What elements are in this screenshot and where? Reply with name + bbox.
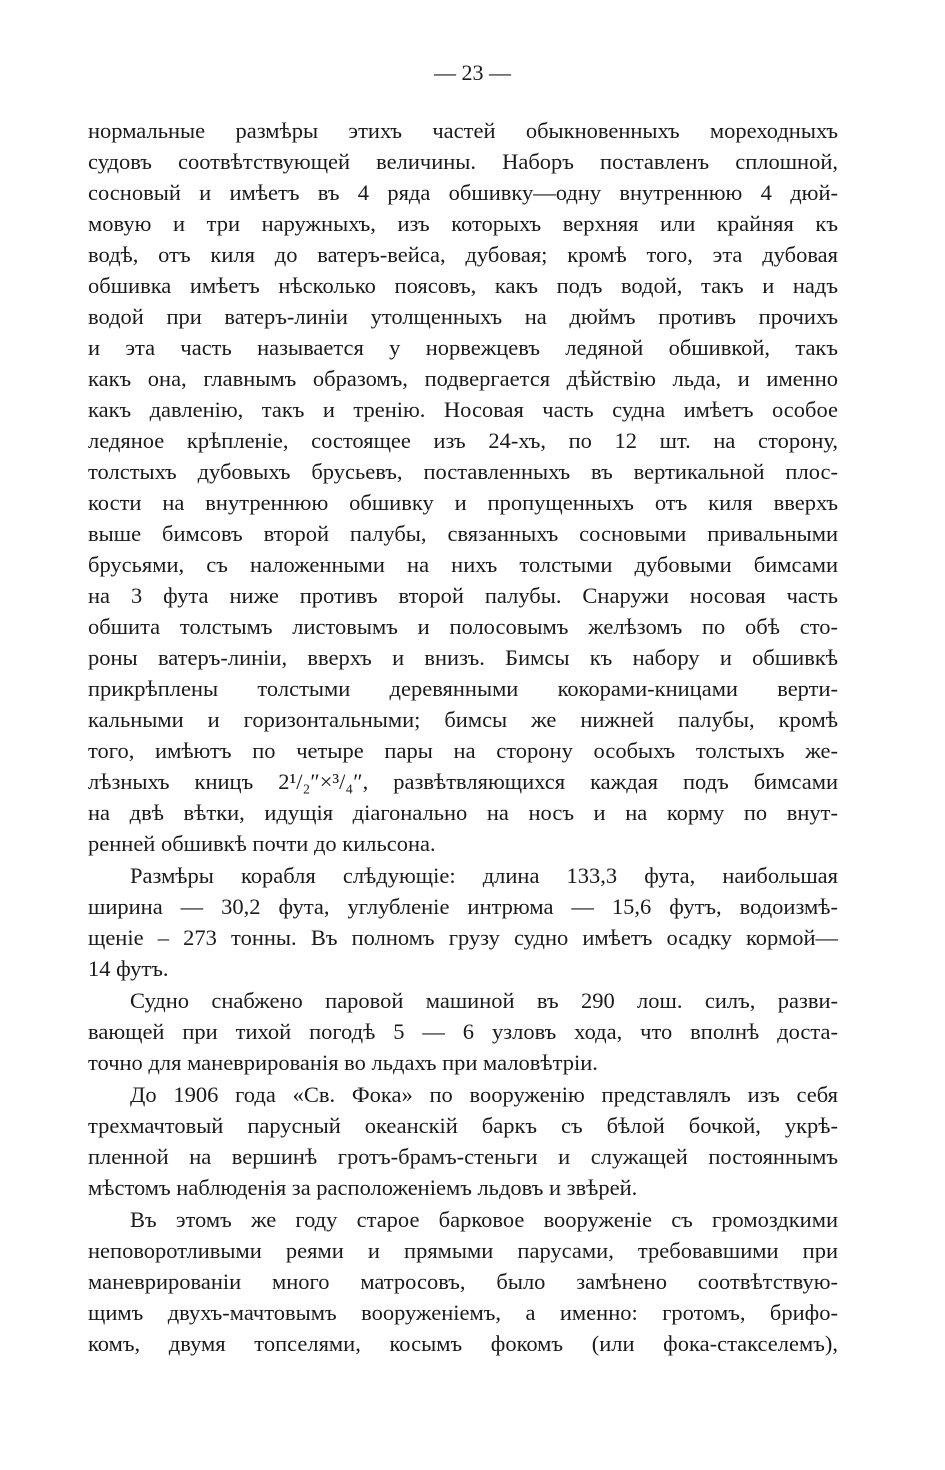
text-line: точно для маневрированія во льдахъ при маловѣтріи.	[88, 1050, 598, 1075]
text-line: До 1906 года «Св. Фока» по вооруженію представлялъ изъ себя	[130, 1082, 838, 1107]
paragraph	[88, 985, 838, 1078]
text-line: нормальные размѣры этихъ частей обыкновенныхъ мореходныхъ	[88, 118, 838, 143]
text-line: того, имѣютъ по четыре пары на сторону особыхъ толстыхъ же-	[88, 738, 838, 763]
text-line: на двѣ вѣтки, идущія діагонально на носъ и на корму по внут-	[88, 800, 838, 825]
paragraph	[88, 860, 838, 984]
text-line: кости на внутреннюю обшивку и пропущенныхъ отъ киля вверхъ	[88, 490, 838, 515]
text-line: прикрѣплены толстыми деревянными кокорами-кницами верти-	[88, 676, 838, 701]
text-line: маневрированіи много матросовъ, было замѣнено соотвѣтствую-	[88, 1269, 838, 1294]
text-line: трехмачтовый парусный океанскій баркъ съ бѣлой бочкой, укрѣ-	[88, 1113, 838, 1138]
paragraph	[88, 115, 838, 859]
text-line: обшивка имѣетъ нѣсколько поясовъ, какъ подъ водой, такъ и надъ	[88, 273, 838, 298]
text-line: на 3 фута ниже противъ второй палубы. Снаружи носовая часть	[88, 583, 838, 608]
text-line: и эта часть называется у норвежцевъ ледяной обшивкой, такъ	[88, 335, 838, 360]
text-line: сосновый и имѣетъ въ 4 ряда обшивку—одну внутреннюю 4 дюй-	[88, 180, 838, 205]
text-line: водой при ватеръ-линіи утолщенныхъ на дюймъ противъ прочихъ	[88, 304, 838, 329]
text-line: выше бимсовъ второй палубы, связанныхъ сосновыми привальными	[88, 521, 838, 546]
text-line: неповоротливыми реями и прямыми парусами, требовавшими при	[88, 1238, 838, 1263]
paragraph	[88, 1204, 838, 1359]
text-line: роны ватеръ-линіи, вверхъ и внизъ. Бимсы къ набору и обшивкѣ	[88, 645, 838, 670]
text-line: брусьями, съ наложенными на нихъ толстыми дубовыми бимсами	[88, 552, 838, 577]
text-line: ледяное крѣпленіе, состоящее изъ 24-хъ, по 12 шт. на сторону,	[88, 428, 838, 453]
text-line: комъ, двумя топселями, косымъ фокомъ (или фока-стакселемъ),	[88, 1331, 838, 1356]
text-line: какъ давленію, такъ и тренію. Носовая часть судна имѣетъ особое	[88, 397, 838, 422]
text-line: Судно снабжено паровой машиной въ 290 лош. силъ, разви-	[130, 988, 838, 1013]
text-line: обшита толстымъ листовымъ и полосовымъ желѣзомъ по обѣ сто-	[88, 614, 838, 639]
text-line: вающей при тихой погодѣ 5 — 6 узловъ хода, что вполнѣ доста-	[88, 1019, 838, 1044]
page-number: — 23 —	[434, 60, 511, 85]
text-line: Размѣры корабля слѣдующіе: длина 133,3 фута, наибольшая	[130, 863, 838, 888]
text-line: мѣстомъ наблюденія за расположеніемъ льдовъ и звѣрей.	[88, 1175, 638, 1200]
text-line: толстыхъ дубовыхъ брусьевъ, поставленныхъ въ вертикальной плос-	[88, 459, 838, 484]
text-line: пленной на вершинѣ гротъ-брамъ-стеньги и служащей постояннымъ	[88, 1144, 838, 1169]
page-body	[88, 115, 838, 1360]
text-line: водѣ, отъ киля до ватеръ-вейса, дубовая; кромѣ того, эта дубовая	[88, 242, 838, 267]
text-line: какъ она, главнымъ образомъ, подвергается дѣйствію льда, и именно	[88, 366, 838, 391]
text-line: кальными и горизонтальными; бимсы же нижней палубы, кромѣ	[88, 707, 838, 732]
text-line: 14 футъ.	[88, 956, 169, 981]
text-line: мовую и три наружныхъ, изъ которыхъ верхняя или крайняя къ	[88, 211, 838, 236]
text-line: ренней обшивкѣ почти до кильсона.	[88, 831, 436, 856]
paragraph	[88, 1079, 838, 1203]
text-line: щимъ двухъ-мачтовымъ вооруженіемъ, а именно: гротомъ, брифо-	[88, 1300, 838, 1325]
text-line: судовъ соотвѣтствующей величины. Наборъ поставленъ сплошной,	[88, 149, 838, 174]
text-line: щеніе – 273 тонны. Въ полномъ грузу судно имѣетъ осадку кормой—	[88, 925, 838, 950]
text-line: Въ этомъ же году старое барковое вооруженіе съ громоздкими	[130, 1207, 838, 1232]
text-line: лѣзныхъ кницъ 2¹/₂″×³/₄″, развѣтвляющихся каждая подъ бимсами	[88, 769, 838, 794]
text-line: ширина — 30,2 фута, углубленіе интрюма — 15,6 футъ, водоизмѣ-	[88, 894, 838, 919]
